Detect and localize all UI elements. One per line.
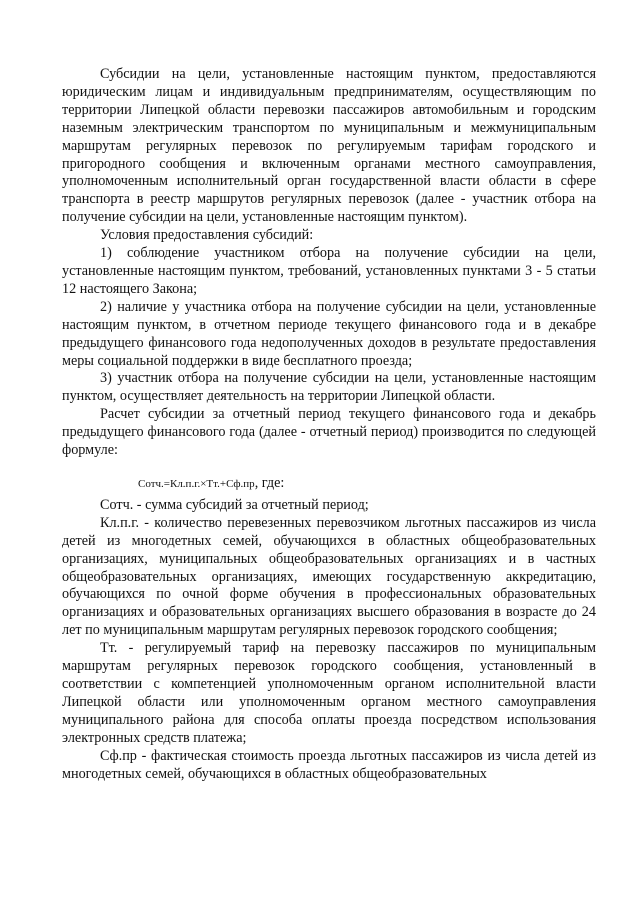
definition-tt: Тт. - регулируемый тариф на перевозку пассажиров по муниципальным маршрутам регулярных перевозок городского сообщения, установленный в соответствии с компетенцией уполномоченным органом исполнительной власти Липецкой области или уполномоченным органом местного самоуправления муниципального района для способа оплаты проезда посредством использования электронных средств платежа; bbox=[62, 640, 596, 746]
definition-sf-pr: Сф.пр - фактическая стоимость проезда льготных пассажиров из числа детей из многодетных семей, обучающихся в областных общеобразовательных bbox=[62, 747, 596, 782]
paragraph-conditions-heading: Условия предоставления субсидий: bbox=[100, 227, 314, 244]
paragraph-condition-3: 3) участник отбора на получение субсидии на цели, установленные настоящим пунктом, осуществляет деятельность на территории Липецкой области. bbox=[62, 370, 596, 405]
document-body bbox=[62, 66, 596, 783]
formula-line bbox=[62, 472, 596, 494]
paragraph-calculation-intro: Расчет субсидии за отчетный период текущего финансового года и декабрь предыдущего финансового года (далее - отчетный период) производится по следующей формуле: bbox=[62, 406, 596, 459]
paragraph-condition-1: 1) соблюдение участником отбора на получение субсидии на цели, установленные настоящим пунктом, требований, установленных пунктами 3 - 5 статьи 12 настоящего Закона; bbox=[62, 245, 596, 297]
formula-suffix: , где: bbox=[254, 474, 285, 491]
paragraph-subsidy-purpose: Субсидии на цели, установленные настоящим пунктом, предоставляются юридическим лицам и индивидуальным предпринимателям, осуществляющим по территории Липецкой области перевозки пассажиров автомобильным и городским наземным электрическим транспортом по муниципальным и межмуниципальным маршрутам регулярных перевозок по регулируемым тарифам городского и пригородного сообщения и включенным органами местного самоуправления, уполномоченным исполнительный орган государственной власти области в сфере транспорта в реестр маршрутов регулярных перевозок (далее - участник отбора на получение субсидии на цели, установленные настоящим пунктом). bbox=[62, 66, 596, 226]
definition-s-otch: Сотч. - сумма субсидий за отчетный период; bbox=[100, 496, 369, 513]
definition-kl-p-g: Кл.п.г. - количество перевезенных перевозчиком льготных пассажиров из числа детей из многодетных семей, обучающихся в областных общеобразовательных организациях, муниципальных общеобразовательных организациях и в частных общеобразовательных организациях, имеющих государственную аккредитацию, обучающихся по очной форме обучения в профессиональных образовательных организациях и образовательных организациях высшего образования в возрасте до 24 лет по муниципальным маршрутам регулярных перевозок городского сообщения; bbox=[62, 514, 596, 639]
paragraph-condition-2: 2) наличие у участника отбора на получение субсидии на цели, установленные настоящим пунктом, в отчетном периоде текущего финансового года и в декабре предыдущего финансового года недополученных доходов в результате предоставления меры социальной поддержки в виде бесплатного проезда; bbox=[62, 298, 596, 369]
subsidy-formula: Сотч.=Кл.п.г.×Тт.+Сф.пр bbox=[138, 477, 255, 490]
